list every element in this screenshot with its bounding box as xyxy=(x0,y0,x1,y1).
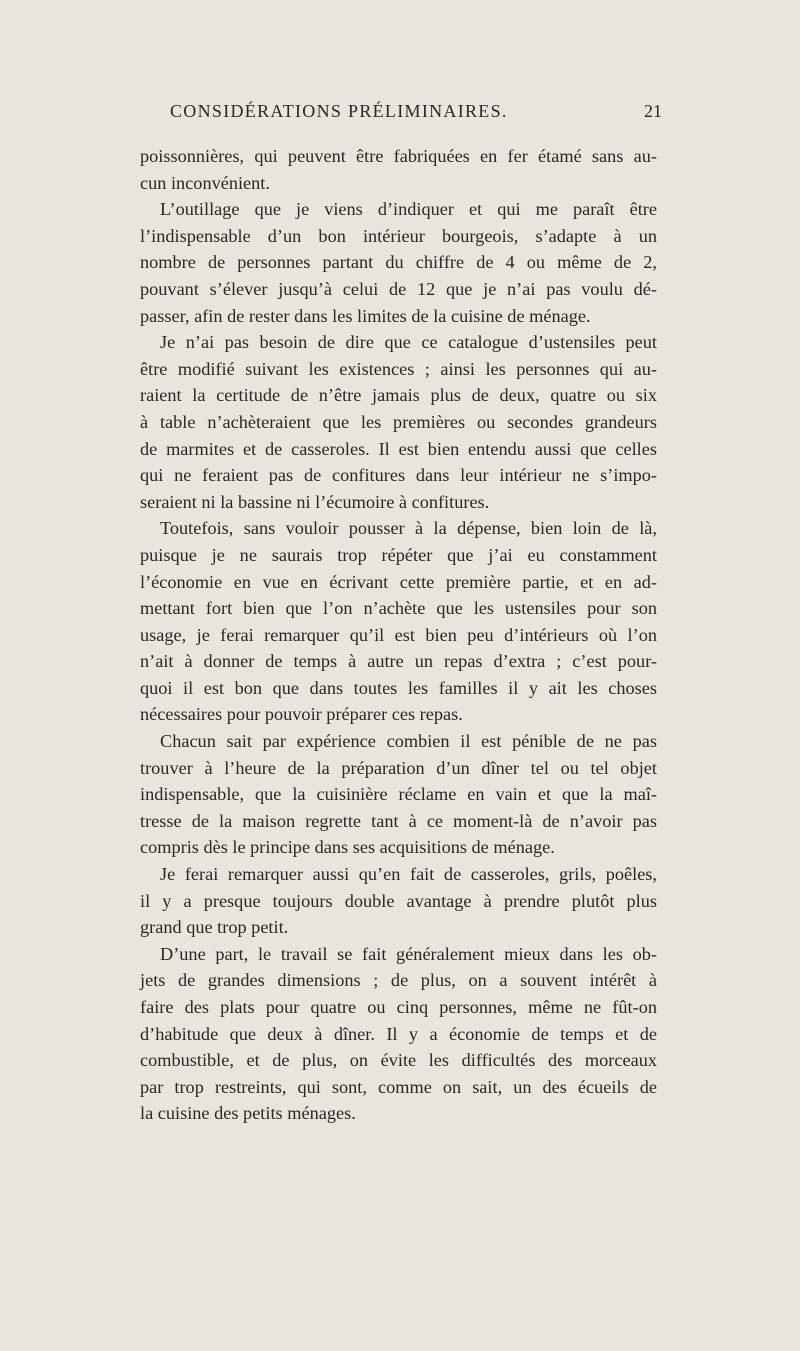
text-line: nécessaires pour pouvoir préparer ces repas. xyxy=(140,704,463,725)
text-line: l’économie en vue en écrivant cette première partie, et en ad- xyxy=(140,571,657,592)
text-line: l’indispensable d’un bon intérieur bourgeois, s’adapte à un xyxy=(140,225,657,246)
text-line: il y a presque toujours double avantage à prendre plutôt plus xyxy=(140,890,657,911)
text-line: d’habitude que deux à dîner. Il y a économie de temps et de xyxy=(140,1023,657,1044)
text-line: nombre de personnes partant du chiffre de 4 ou même de 2, xyxy=(140,252,657,273)
text-line: quoi il est bon que dans toutes les familles il y ait les choses xyxy=(140,677,657,698)
text-line: n’ait à donner de temps à autre un repas d’extra ; c’est pour- xyxy=(140,651,657,672)
text-line: usage, je ferai remarquer qu’il est bien peu d’intérieurs où l’on xyxy=(140,624,657,645)
text-line: poissonnières, qui peuvent être fabriquées en fer étamé sans au- xyxy=(140,146,657,166)
text-line: puisque je ne saurais trop répéter que j’ai eu constamment xyxy=(140,544,657,565)
text-line: cun inconvénient. xyxy=(140,172,270,193)
text-line: Chacun sait par expérience combien il est pénible de ne pas xyxy=(160,731,657,752)
text-line: pouvant s’élever jusqu’à celui de 12 que je n’ai pas voulu dé- xyxy=(140,278,657,299)
text-line: passer, afin de rester dans les limites de la cuisine de ménage. xyxy=(140,305,591,326)
body-text xyxy=(140,143,657,1127)
page-number: 21 xyxy=(644,101,662,121)
text-line: raient la certitude de n’être jamais plus de deux, quatre ou six xyxy=(140,385,657,406)
text-line: grand que trop petit. xyxy=(140,917,289,938)
text-line: par trop restreints, qui sont, comme on sait, un des écueils de xyxy=(140,1076,657,1097)
text-line: être modifié suivant les existences ; ainsi les personnes qui au- xyxy=(140,358,657,379)
text-line: faire des plats pour quatre ou cinq personnes, même ne fût-on xyxy=(140,997,657,1017)
text-line: trouver à l’heure de la préparation d’un dîner tel ou tel objet xyxy=(140,757,657,778)
text-line: compris dès le principe dans ses acquisitions de ménage. xyxy=(140,837,555,858)
text-line: tresse de la maison regrette tant à ce moment-là de n’avoir pas xyxy=(140,810,657,831)
text-line: qui ne feraient pas de confitures dans leur intérieur ne s’impo- xyxy=(140,465,657,486)
text-line: seraient ni la bassine ni l’écumoire à confitures. xyxy=(140,491,490,512)
text-line: jets de grandes dimensions ; de plus, on a souvent intérêt à xyxy=(140,970,657,991)
running-head-title: CONSIDÉRATIONS PRÉLIMINAIRES. xyxy=(170,101,508,121)
text-line: Je n’ai pas besoin de dire que ce catalogue d’ustensiles peut xyxy=(160,332,657,353)
text-line: L’outillage que je viens d’indiquer et qui me paraît être xyxy=(160,199,657,220)
text-line: à table n’achèteraient que les premières ou secondes grandeurs xyxy=(140,411,657,432)
text-line: indispensable, que la cuisinière réclame en vain et que la maî- xyxy=(140,784,657,805)
text-line: combustible, et de plus, on évite les difficultés des morceaux xyxy=(140,1050,657,1071)
text-line: Toutefois, sans vouloir pousser à la dépense, bien loin de là, xyxy=(160,518,657,539)
text-line: Je ferai remarquer aussi qu’en fait de casseroles, grils, poêles, xyxy=(160,864,657,885)
text-line: D’une part, le travail se fait généralement mieux dans les ob- xyxy=(160,943,657,964)
text-line: de marmites et de casseroles. Il est bien entendu aussi que celles xyxy=(140,438,657,459)
text-line: mettant fort bien que l’on n’achète que les ustensiles pour son xyxy=(140,598,657,619)
text-line: la cuisine des petits ménages. xyxy=(140,1103,356,1124)
